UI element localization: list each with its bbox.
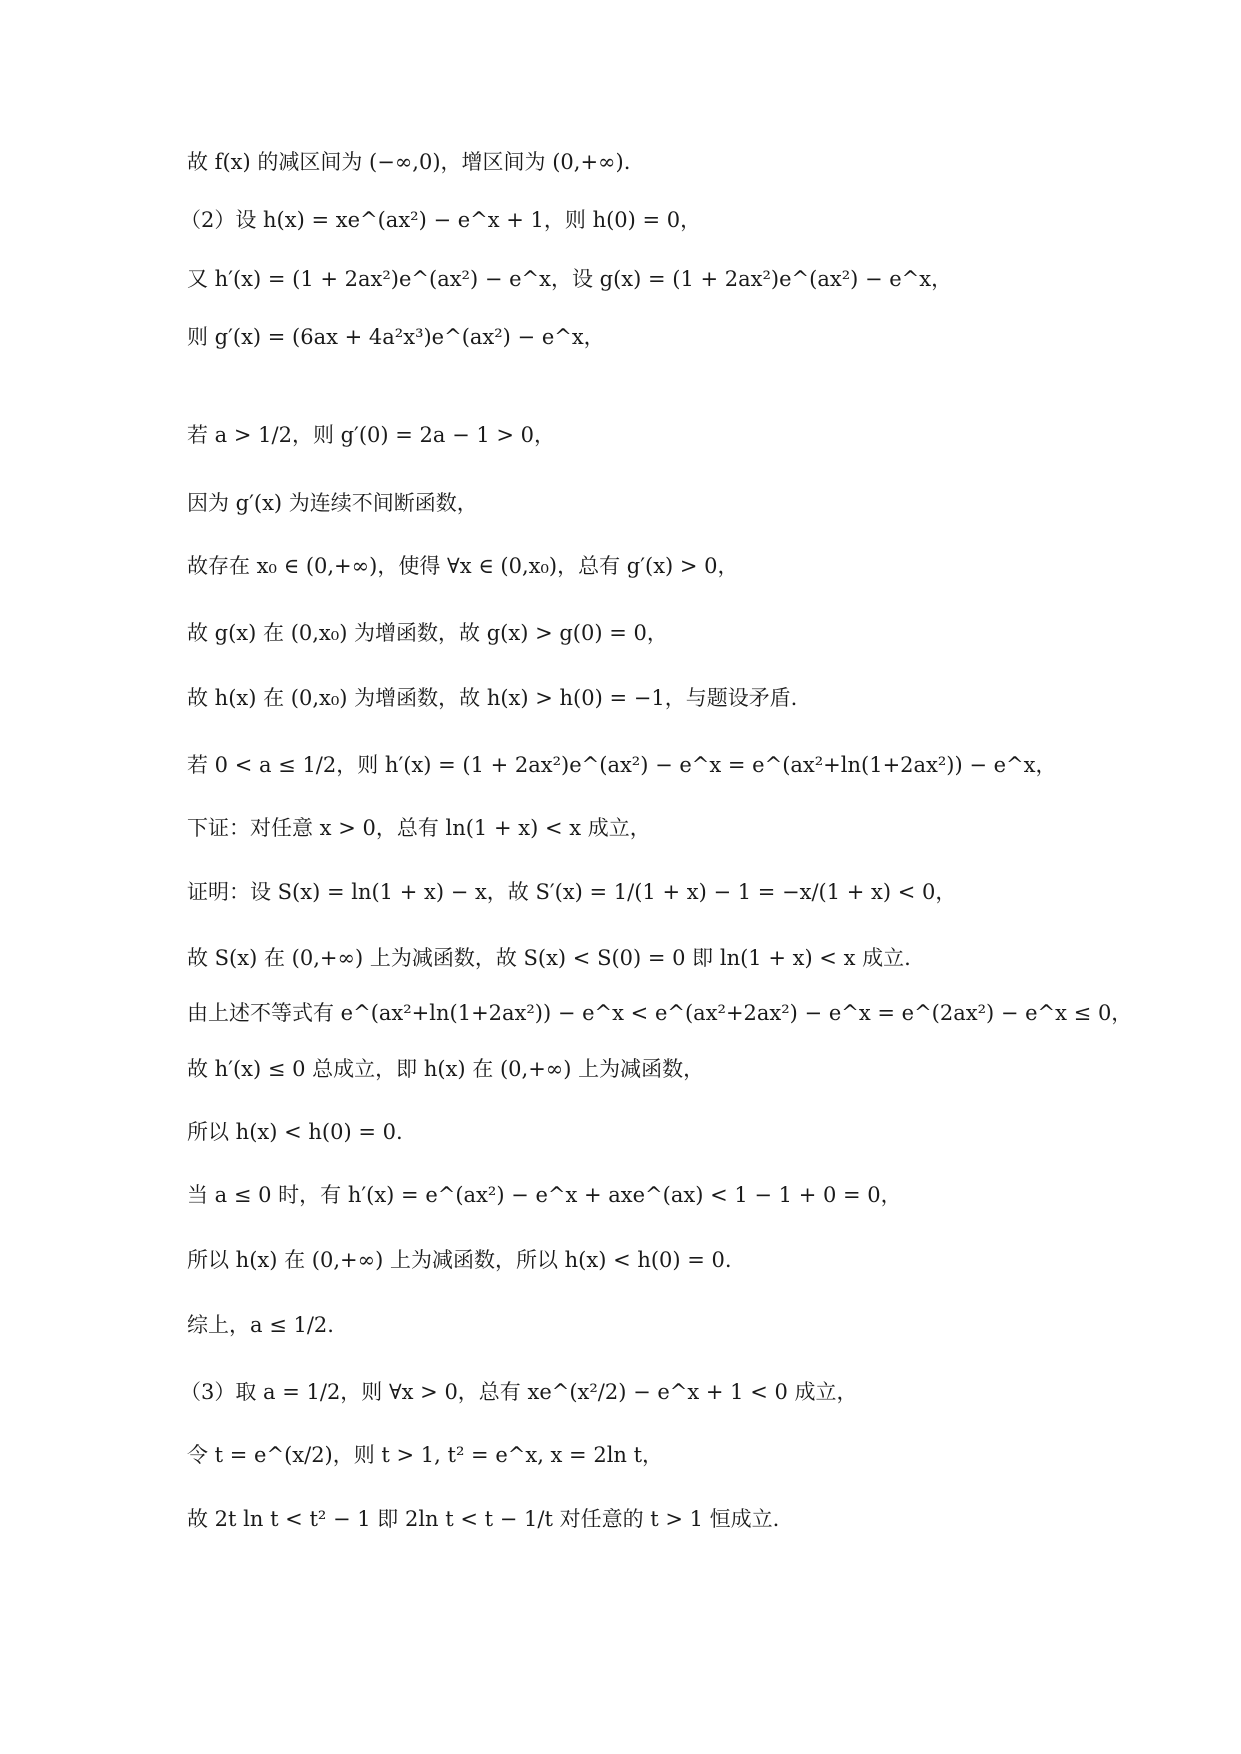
- text-line: 故 f(x) 的减区间为 (−∞,0)，增区间为 (0,+∞).: [187, 150, 631, 174]
- text-line: 令 t = e^(x/2)，则 t > 1, t² = e^x, x = 2ln t，: [187, 1443, 664, 1467]
- text-line: 故 h′(x) ≤ 0 总成立，即 h(x) 在 (0,+∞) 上为减函数，: [187, 1057, 705, 1081]
- text-line: 则 g′(x) = (6ax + 4a²x³)e^(ax²) − e^x，: [187, 325, 605, 349]
- text-line: 所以 h(x) < h(0) = 0.: [187, 1120, 403, 1144]
- text-line: （2）设 h(x) = xe^(ax²) − e^x + 1，则 h(0) = 0，: [180, 208, 702, 232]
- text-line: 故 S(x) 在 (0,+∞) 上为减函数，故 S(x) < S(0) = 0 即 ln(1 + x) < x 成立.: [187, 946, 911, 970]
- text-line: （3）取 a = 1/2，则 ∀x > 0，总有 xe^(x²/2) − e^x + 1 < 0 成立，: [180, 1380, 858, 1404]
- text-line: 故存在 x₀ ∈ (0,+∞)，使得 ∀x ∈ (0,x₀)，总有 g′(x) > 0，: [187, 554, 739, 578]
- text-line: 故 2t ln t < t² − 1 即 2ln t < t − 1/t 对任意的 t > 1 恒成立.: [187, 1507, 780, 1531]
- text-line: 又 h′(x) = (1 + 2ax²)e^(ax²) − e^x，设 g(x) = (1 + 2ax²)e^(ax²) − e^x，: [187, 267, 953, 291]
- text-line: 故 h(x) 在 (0,x₀) 为增函数，故 h(x) > h(0) = −1，与题设矛盾.: [187, 686, 798, 710]
- text-line: 故 g(x) 在 (0,x₀) 为增函数，故 g(x) > g(0) = 0，: [187, 621, 668, 645]
- text-line: 若 0 < a ≤ 1/2，则 h′(x) = (1 + 2ax²)e^(ax²) − e^x = e^(ax²+ln(1+2ax²)) − e^x，: [187, 753, 1057, 777]
- text-line: 若 a > 1/2，则 g′(0) = 2a − 1 > 0，: [187, 423, 556, 447]
- text-line: 证明：设 S(x) = ln(1 + x) − x，故 S′(x) = 1/(1 + x) − 1 = −x/(1 + x) < 0，: [187, 880, 957, 904]
- text-line: 因为 g′(x) 为连续不间断函数，: [187, 491, 478, 515]
- text-line: 由上述不等式有 e^(ax²+ln(1+2ax²)) − e^x < e^(ax²+2ax²) − e^x = e^(2ax²) − e^x ≤ 0，: [187, 1001, 1133, 1025]
- text-line: 综上，a ≤ 1/2.: [187, 1313, 334, 1337]
- text-line: 所以 h(x) 在 (0,+∞) 上为减函数，所以 h(x) < h(0) = 0.: [187, 1248, 732, 1272]
- text-line: 下证：对任意 x > 0，总有 ln(1 + x) < x 成立，: [187, 816, 651, 840]
- text-line: 当 a ≤ 0 时，有 h′(x) = e^(ax²) − e^x + axe^(ax) < 1 − 1 + 0 = 0，: [187, 1183, 902, 1207]
